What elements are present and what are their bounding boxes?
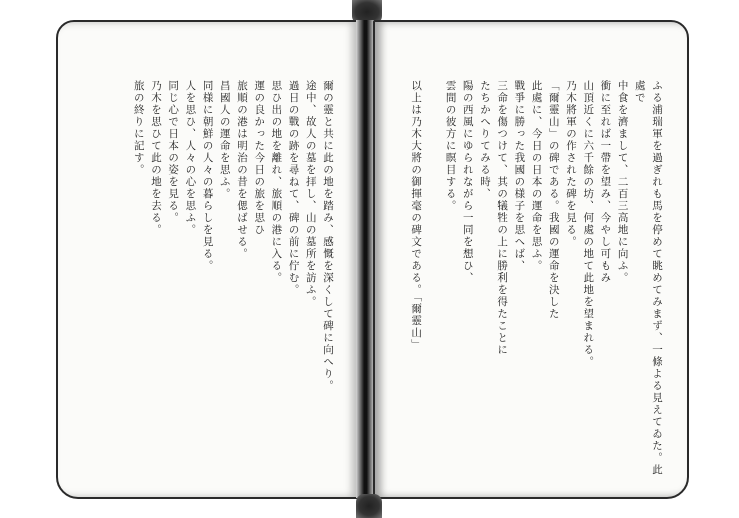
right-page-handwritten-text: ふる浦瑞軍を過ぎれも馬を停めて眺めてみまず、一條よる見えてゐた。此處で 中食を濟まして、二百三高地に向ふ。 衝に至れば一帶を望み、今やし可もみ 山頂近くに六千餘の坊、何處の地て此地を望まれる。 乃木將軍の作された碑を見る。 「爾靈山」の碑である。我國の運命を決した 此處に、今日の日本の運命を思ふ。 戰爭に勝った我國の様子を思へば、 三命を傷つけて、其の犠牲の上に勝利を得たことに たちかへりてみる時、 陽の西風にゆられながら一同を想ひ、 雲間の彼方に瞑目する。 以上は乃木大將の御揮毫の碑文である。「爾靈山」 xyxy=(410,80,663,476)
left-page-handwritten-text: 爾の靈と共に此の地を踏み、感慨を深くして碑に向へり。 途中、故人の墓を拝し、山の墓所を訪ふ。 過日の戰の跡を尋ねて、碑の前に佇む。 思ひ出の地を離れ、旅順の港に入る。 運の良かった今日の旅を思ひ 旅順の港は明治の昔を偲ばせる。 昌國人の運命を思ふ。 同様に朝鮮の人々の暮らしを見る。 人を思ひ、人々の心を思ふ。 同じ心で日本の姿を見る。 乃木を思ひて此の地を去る。 旅の終りに記す。 xyxy=(132,80,334,392)
right-page xyxy=(373,20,689,499)
left-page xyxy=(56,20,360,499)
book-gutter xyxy=(356,20,374,498)
binding-clip-bottom xyxy=(356,494,382,518)
